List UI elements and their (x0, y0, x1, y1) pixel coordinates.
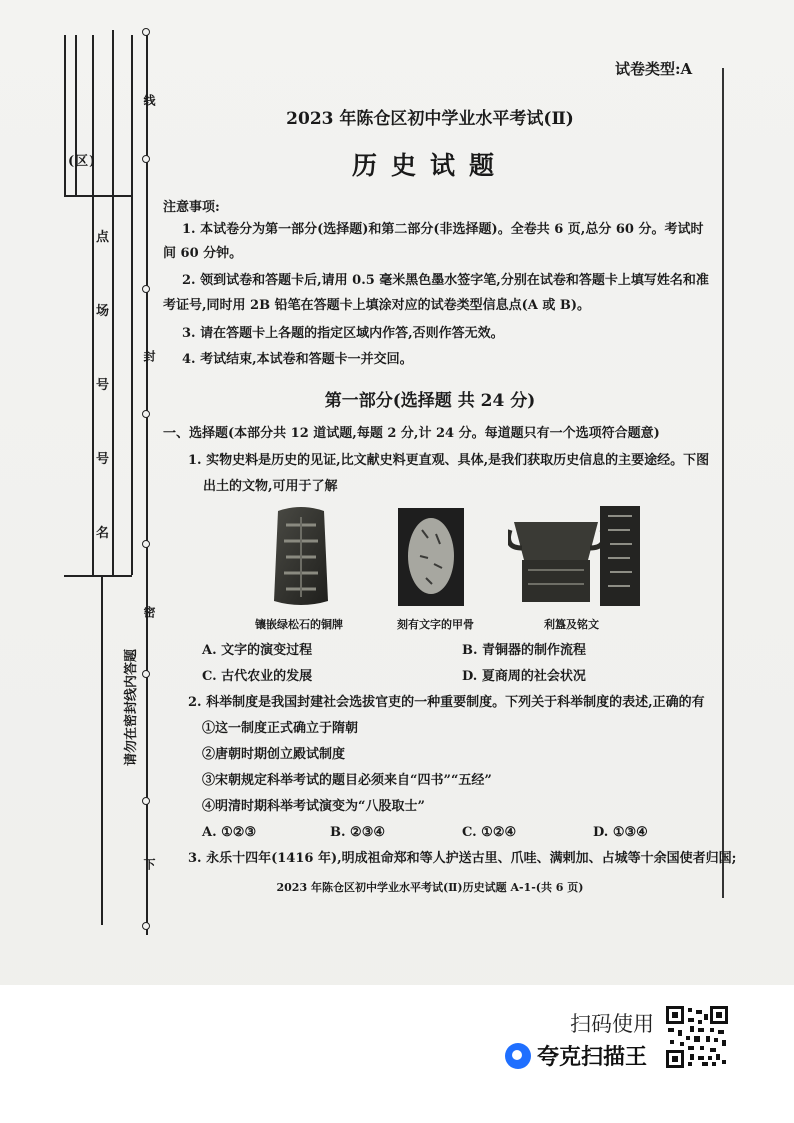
q3-stem: 3. 永乐十四年(1416 年),明成祖命郑和等人护送古里、爪哇、满剌加、占城等十余国使者归国; (188, 851, 737, 866)
q2-statement-3: ③宋朝规定科举考试的题目必须来自“四书”“五经” (202, 773, 492, 788)
notes-item-2-cont: 考证号,同时用 2B 铅笔在答题卡上填涂对应的试卷类型信息点(A 或 B)。 (163, 298, 591, 313)
q2-statement-1: ①这一制度正式确立于隋朝 (202, 721, 359, 736)
cut-circle (142, 285, 150, 293)
q2-option-d: D. ①③④ (593, 825, 648, 840)
binding-line-3 (92, 35, 94, 575)
q1-option-b: B. 青铜器的制作流程 (462, 643, 587, 658)
inscription-rubbing-image (600, 506, 640, 606)
binding-label-name: 名 (96, 526, 111, 541)
binding-line-6 (101, 575, 103, 925)
brand-name: 夸克扫描王 (537, 1045, 648, 1070)
bronze-plaque-image (266, 505, 336, 610)
cut-circle (142, 28, 150, 36)
q2-option-c: C. ①②④ (462, 825, 517, 840)
binding-label-room: 场 (96, 304, 111, 319)
binding-line-2 (75, 35, 77, 195)
cut-mark-secret: 密 (142, 606, 156, 618)
notes-item-3: 3. 请在答题卡上各题的指定区域内作答,否则作答无效。 (182, 326, 504, 341)
notes-item-4: 4. 考试结束,本试卷和答题卡一并交回。 (182, 352, 413, 367)
caption-li-gui: 利簋及铭文 (544, 618, 599, 631)
caption-bronze-plaque: 镶嵌绿松石的铜牌 (255, 618, 343, 631)
paper-type: 试卷类型:A (615, 60, 693, 78)
q1-stem-cont: 出土的文物,可用于了解 (203, 479, 338, 494)
cut-mark-line: 线 (142, 94, 156, 106)
q2-stem: 2. 科举制度是我国封建社会选拔官吏的一种重要制度。下列关于科举制度的表述,正确的有 (188, 695, 705, 710)
qr-code-icon[interactable] (666, 1006, 728, 1068)
q2-statement-4: ④明清时期科举考试演变为“八股取士” (202, 799, 425, 814)
binding-label-district: (区) (68, 154, 97, 169)
notes-heading: 注意事项: (163, 200, 220, 215)
cut-circle (142, 797, 150, 805)
cut-circle (142, 540, 150, 548)
label-box-divider (64, 195, 132, 197)
cut-circle (142, 410, 150, 418)
scan-to-use-label: 扫码使用 (570, 1012, 654, 1036)
binding-line-1 (64, 35, 66, 195)
q2-option-b: B. ②③④ (330, 825, 386, 840)
page-footer: 2023 年陈仓区初中学业水平考试(Ⅱ)历史试题 A-1-(共 6 页) (276, 881, 584, 894)
cut-mark-seal: 封 (142, 350, 156, 362)
part1-instruction: 一、选择题(本部分共 12 道试题,每题 2 分,计 24 分。每道题只有一个选项符合题意) (163, 426, 660, 441)
notes-item-1: 1. 本试卷分为第一部分(选择题)和第二部分(非选择题)。全卷共 6 页,总分 60 分。考试时 (182, 222, 704, 237)
binding-label-id: 号 (96, 452, 111, 467)
caption-oracle-bone: 刻有文字的甲骨 (397, 618, 474, 631)
binding-line-5 (131, 35, 133, 575)
scanner-brand[interactable] (505, 1040, 647, 1071)
right-border-line (722, 68, 724, 898)
binding-notice: 请勿在密封线内答题 (124, 648, 139, 766)
cut-circle (142, 922, 150, 930)
q1-option-c: C. 古代农业的发展 (202, 669, 313, 684)
cut-circle (142, 155, 150, 163)
exam-title: 2023 年陈仓区初中学业水平考试(Ⅱ) (286, 109, 574, 129)
notes-item-2: 2. 领到试卷和答题卡后,请用 0.5 毫米黑色墨水签字笔,分别在试卷和答题卡上填写姓名和准 (182, 273, 709, 288)
q1-option-d: D. 夏商周的社会状况 (462, 669, 586, 684)
cut-circle (142, 670, 150, 678)
q2-option-a: A. ①②③ (202, 825, 257, 840)
oracle-bone-image (398, 508, 464, 606)
binding-label-point: 点 (96, 230, 111, 245)
subject-title: 历史试题 (351, 151, 508, 180)
label-box-divider (64, 575, 132, 577)
notes-item-1-cont: 间 60 分钟。 (163, 246, 243, 261)
q1-option-a: A. 文字的演变过程 (202, 643, 313, 658)
binding-label-seat: 号 (96, 378, 111, 393)
binding-line-4 (112, 30, 114, 575)
q2-statement-2: ②唐朝时期创立殿试制度 (202, 747, 346, 762)
li-gui-vessel-image (508, 514, 604, 604)
q1-stem: 1. 实物史料是历史的见证,比文献史料更直观、具体,是我们获取历史信息的主要途经。下图 (188, 453, 710, 468)
brand-logo-icon (505, 1043, 531, 1069)
part1-title: 第一部分(选择题 共 24 分) (324, 391, 536, 411)
binding-bottom-char: 下 (142, 858, 156, 870)
